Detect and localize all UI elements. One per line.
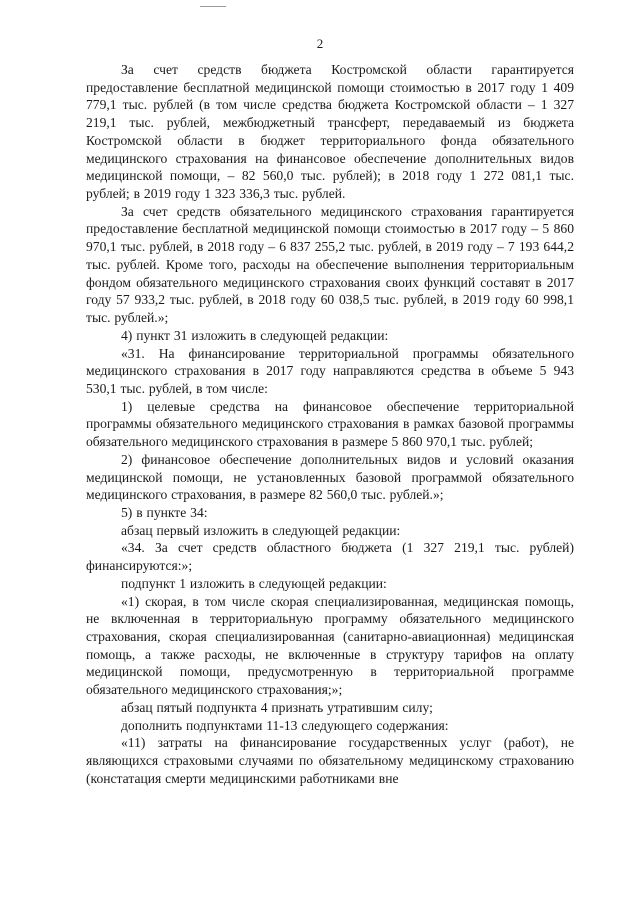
paragraph-clause-31-sub-1: 1) целевые средства на финансовое обеспечение территориальной программы обязательного медицинского страхования в рамках базовой программы обязательного медицинского страхования в размере 5 860 970,1 тыс. рублей; <box>86 398 574 450</box>
paragraph-clause-31: «31. На финансирование территориальной программы обязательного медицинского страхования в 2017 году направляются средства в объеме 5 943 530,1 тыс. рублей, в том числе: <box>86 345 574 396</box>
paragraph-subclause-1-text: «1) скорая, в том числе скорая специализированная, медицинская помощь, не включенная в территориальную программу обязательного медицинского страхования, скорая специализированная (санитарно-авиационная) медицинская помощь, а также расходы, не включенные в структуру тарифов на оплату медицинской помощи, предусмотренную в территориальной программе обязательного медицинского страхования;»; <box>86 593 574 698</box>
paragraph-clause-31-sub-2: 2) финансовое обеспечение дополнительных видов и условий оказания медицинской помощи, не установленных базовой программой обязательного медицинского страхования, в размере 82 560,0 тыс. рублей.»; <box>86 451 574 503</box>
paragraph-item-4: 4) пункт 31 изложить в следующей редакции: <box>121 327 389 343</box>
paragraph-oms-guarantee: За счет средств обязательного медицинского страхования гарантируется предоставление бесплатной медицинской помощи стоимостью в 2017 году – 5 860 970,1 тыс. рублей, в 2018 году – 6 837 255,2 тыс. рублей, в 2019 году – 7 193 644,2 тыс. рублей. Кроме того, расходы на обеспечение выполнения территориальным фондом обязательного медицинского страхования своих функций составят в 2017 году 57 933,2 тыс. рублей, в 2018 году 60 038,5 тыс. рублей, в 2019 году 60 998,1 тыс. рублей.»; <box>86 203 574 326</box>
paragraph-subclause-11: «11) затраты на финансирование государственных услуг (работ), не являющихся страховыми случаями по обязательному медицинскому страхованию (констатация смерти медицинскими работниками вне <box>86 735 574 786</box>
paragraph-abzac-5-repeal: абзац пятый подпункта 4 признать утратившим силу; <box>121 699 433 715</box>
paragraph-item-5: 5) в пункте 34: <box>121 504 208 520</box>
paragraph-add-subclauses: дополнить подпунктами 11-13 следующего содержания: <box>121 717 449 733</box>
paragraph-subclause-1-intro: подпункт 1 изложить в следующей редакции: <box>121 575 387 591</box>
paragraph-first-abzac: абзац первый изложить в следующей редакции: <box>121 522 401 538</box>
scan-top-mark <box>200 6 226 7</box>
paragraph-regional-budget-guarantee: За счет средств бюджета Костромской области гарантируется предоставление бесплатной медицинской помощи стоимостью в 2017 году 1 409 779,1 тыс. рублей (в том числе средства бюджета Костромской области – 1 327 219,1 тыс. рублей, межбюджетный трансферт, передаваемый из бюджета Костромской области в бюджет территориального фонда обязательного медицинского страхования на финансовое обеспечение дополнительных видов медицинской помощи, – 82 560,0 тыс. рублей); в 2018 году 1 272 081,1 тыс. рублей; в 2019 году 1 323 336,3 тыс. рублей. <box>86 62 574 202</box>
document-body <box>86 61 574 787</box>
paragraph-clause-34: «34. За счет средств областного бюджета (1 327 219,1 тыс. рублей) финансируются:»; <box>86 540 574 574</box>
page-number: 2 <box>316 36 324 51</box>
